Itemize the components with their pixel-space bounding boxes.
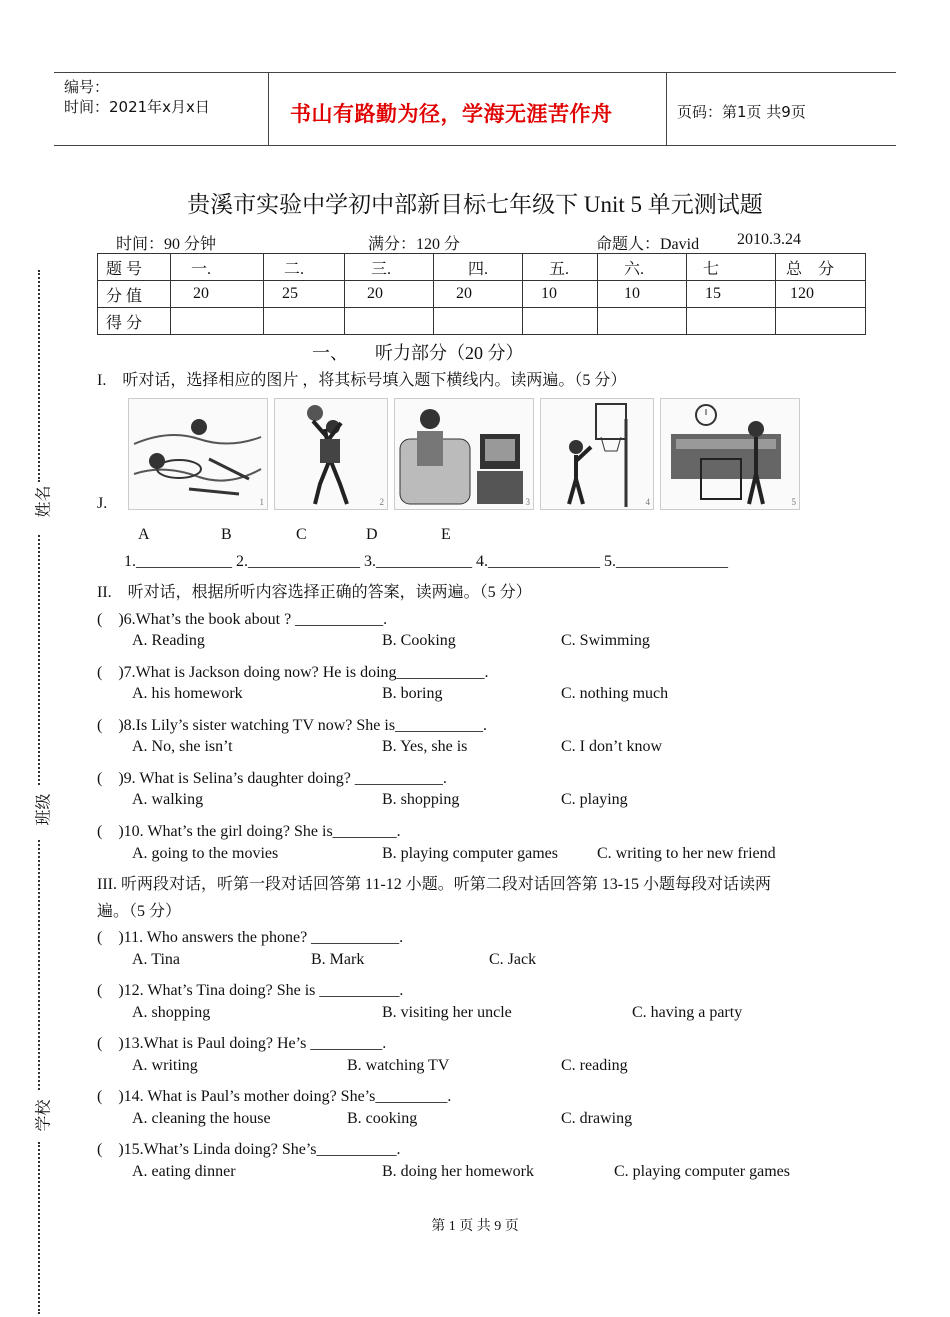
table-cell: 10 bbox=[598, 281, 687, 308]
school-label: 学校 bbox=[35, 1099, 53, 1132]
motto: 书山有路勤为径，学海无涯苦作舟 bbox=[290, 102, 613, 126]
option-b[interactable]: B. doing her homework bbox=[382, 1163, 534, 1180]
option-c[interactable]: C. nothing much bbox=[561, 685, 669, 702]
j-label: J. bbox=[97, 495, 108, 512]
table-row bbox=[98, 281, 866, 308]
option-a[interactable]: A. cleaning the house bbox=[132, 1110, 271, 1127]
header-divider bbox=[666, 72, 667, 145]
table-header-cell: 七 bbox=[687, 254, 776, 281]
option-c[interactable]: C. Swimming bbox=[561, 632, 650, 649]
picture-letter: A bbox=[138, 526, 150, 543]
picture-watching-tv bbox=[394, 398, 534, 510]
option-b[interactable]: B. shopping bbox=[382, 791, 460, 808]
option-b[interactable]: B. Cooking bbox=[382, 632, 456, 649]
option-c[interactable]: C. I don’t know bbox=[561, 738, 663, 755]
option-a[interactable]: A. walking bbox=[132, 791, 204, 808]
question-10: ( )10. What’s the girl doing? She is________. bbox=[97, 823, 401, 840]
score-input-cell[interactable] bbox=[345, 308, 434, 335]
table-cell: 20 bbox=[434, 281, 523, 308]
option-c[interactable]: C. playing computer games bbox=[614, 1163, 790, 1180]
score-input-cell[interactable] bbox=[171, 308, 264, 335]
picture-letter: E bbox=[441, 526, 451, 543]
option-b[interactable]: B. Yes, she is bbox=[382, 738, 468, 755]
table-cell: 25 bbox=[264, 281, 345, 308]
table-row bbox=[98, 308, 866, 335]
question-8: ( )8.Is Lily’s sister watching TV now? She is___________. bbox=[97, 717, 488, 734]
option-c[interactable]: C. reading bbox=[561, 1057, 628, 1074]
option-b[interactable]: B. watching TV bbox=[347, 1057, 450, 1074]
page-info: 页码：第1页 共9页 bbox=[677, 103, 806, 121]
header-divider bbox=[268, 72, 269, 145]
option-a[interactable]: A. going to the movies bbox=[132, 845, 279, 862]
page-footer: 第 1 页 共 9 页 bbox=[431, 1219, 519, 1234]
table-row bbox=[98, 254, 866, 281]
table-header-cell: 三. bbox=[345, 254, 434, 281]
score-input-cell[interactable] bbox=[776, 308, 866, 335]
option-b[interactable]: B. visiting her uncle bbox=[382, 1004, 512, 1021]
table-header-cell: 总 分 bbox=[776, 254, 866, 281]
row-label: 题 号 bbox=[98, 254, 171, 281]
question-15: ( )15.What’s Linda doing? She’s__________. bbox=[97, 1141, 401, 1158]
option-a[interactable]: A. shopping bbox=[132, 1004, 211, 1021]
option-c[interactable]: C. Jack bbox=[489, 951, 537, 968]
full-score: 满分：120 分 bbox=[368, 236, 461, 253]
picture-number: 4 bbox=[645, 497, 650, 507]
table-header-cell: 二. bbox=[264, 254, 345, 281]
picture-number: 2 bbox=[379, 497, 384, 507]
question-9: ( )9. What is Selina’s daughter doing? ___________. bbox=[97, 770, 447, 787]
option-a[interactable]: A. writing bbox=[132, 1057, 198, 1074]
row-label: 分 值 bbox=[98, 281, 171, 308]
score-input-cell[interactable] bbox=[523, 308, 598, 335]
exam-date: 2010.3.24 bbox=[737, 231, 801, 248]
row-label: 得 分 bbox=[98, 308, 171, 335]
question-11: ( )11. Who answers the phone? ___________. bbox=[97, 929, 404, 946]
score-input-cell[interactable] bbox=[264, 308, 345, 335]
picture-basketball-hoop bbox=[540, 398, 654, 510]
option-c[interactable]: C. playing bbox=[561, 791, 628, 808]
option-a[interactable]: A. his homework bbox=[132, 685, 243, 702]
picture-letter: D bbox=[366, 526, 378, 543]
document-title: 贵溪市实验中学初中部新目标七年级下 Unit 5 单元测试题 bbox=[187, 192, 763, 217]
picture-number: 1 bbox=[259, 497, 264, 507]
answer-blanks[interactable]: 1.____________ 2.______________ 3.____________ 4.______________ 5.______________ bbox=[124, 553, 728, 570]
score-table bbox=[97, 253, 866, 335]
part1-instruction: I. 听对话，选择相应的图片 ，将其标号填入题下横线内。读两遍。（5 分） bbox=[97, 372, 627, 389]
author: 命题人：David bbox=[596, 236, 700, 253]
score-input-cell[interactable] bbox=[434, 308, 523, 335]
time-label: 时间：2021年x月x日 bbox=[64, 98, 210, 116]
question-6: ( )6.What’s the book about ? ___________. bbox=[97, 611, 388, 628]
name-label: 姓名 bbox=[35, 485, 53, 518]
score-input-cell[interactable] bbox=[598, 308, 687, 335]
picture-shopping bbox=[660, 398, 800, 510]
table-cell: 15 bbox=[687, 281, 776, 308]
option-b[interactable]: B. boring bbox=[382, 685, 443, 702]
table-header-cell: 四. bbox=[434, 254, 523, 281]
option-b[interactable]: B. cooking bbox=[347, 1110, 418, 1127]
header-bottom-rule bbox=[54, 145, 896, 146]
table-cell: 10 bbox=[523, 281, 598, 308]
option-c[interactable]: C. writing to her new friend bbox=[597, 845, 776, 862]
picture-swimming bbox=[128, 398, 268, 510]
table-cell: 120 bbox=[776, 281, 866, 308]
question-12: ( )12. What’s Tina doing? She is __________. bbox=[97, 982, 404, 999]
table-header-cell: 一. bbox=[171, 254, 264, 281]
picture-number: 3 bbox=[525, 497, 530, 507]
binding-dotted-line bbox=[38, 840, 40, 1090]
binding-dotted-line bbox=[38, 535, 40, 785]
table-cell: 20 bbox=[345, 281, 434, 308]
option-b[interactable]: B. playing computer games bbox=[382, 845, 558, 862]
class-label: 班级 bbox=[35, 793, 53, 826]
question-14: ( )14. What is Paul’s mother doing? She’s_________. bbox=[97, 1088, 452, 1105]
question-7: ( )7.What is Jackson doing now? He is doing___________. bbox=[97, 664, 489, 681]
table-header-cell: 六. bbox=[598, 254, 687, 281]
score-input-cell[interactable] bbox=[687, 308, 776, 335]
table-header-cell: 五. bbox=[523, 254, 598, 281]
section-heading: 一、 听力部分（20 分） bbox=[312, 343, 524, 363]
option-a[interactable]: A. No, she isn’t bbox=[132, 738, 233, 755]
picture-number: 5 bbox=[791, 497, 796, 507]
part3-instruction-cont: 遍。（5 分） bbox=[97, 903, 182, 920]
code-label: 编号： bbox=[64, 78, 110, 96]
table-cell: 20 bbox=[171, 281, 264, 308]
option-b[interactable]: B. Mark bbox=[311, 951, 365, 968]
header-top-rule bbox=[54, 72, 896, 73]
part2-instruction: II. 听对话，根据所听内容选择正确的答案，读两遍。（5 分） bbox=[97, 584, 532, 601]
binding-dotted-line bbox=[38, 270, 40, 482]
picture-letter: C bbox=[296, 526, 307, 543]
part3-instruction: III. 听两段对话，听第一段对话回答第 11-12 小题。听第二段对话回答第 13-15 小题每段对话读两 bbox=[97, 876, 772, 893]
option-c[interactable]: C. drawing bbox=[561, 1110, 633, 1127]
option-a[interactable]: A. Reading bbox=[132, 632, 205, 649]
option-a[interactable]: A. Tina bbox=[132, 951, 181, 968]
option-c[interactable]: C. having a party bbox=[632, 1004, 743, 1021]
picture-letter: B bbox=[221, 526, 232, 543]
question-13: ( )13.What is Paul doing? He’s _________. bbox=[97, 1035, 387, 1052]
option-a[interactable]: A. eating dinner bbox=[132, 1163, 236, 1180]
picture-basketball-player bbox=[274, 398, 388, 510]
exam-time: 时间：90 分钟 bbox=[116, 236, 217, 253]
